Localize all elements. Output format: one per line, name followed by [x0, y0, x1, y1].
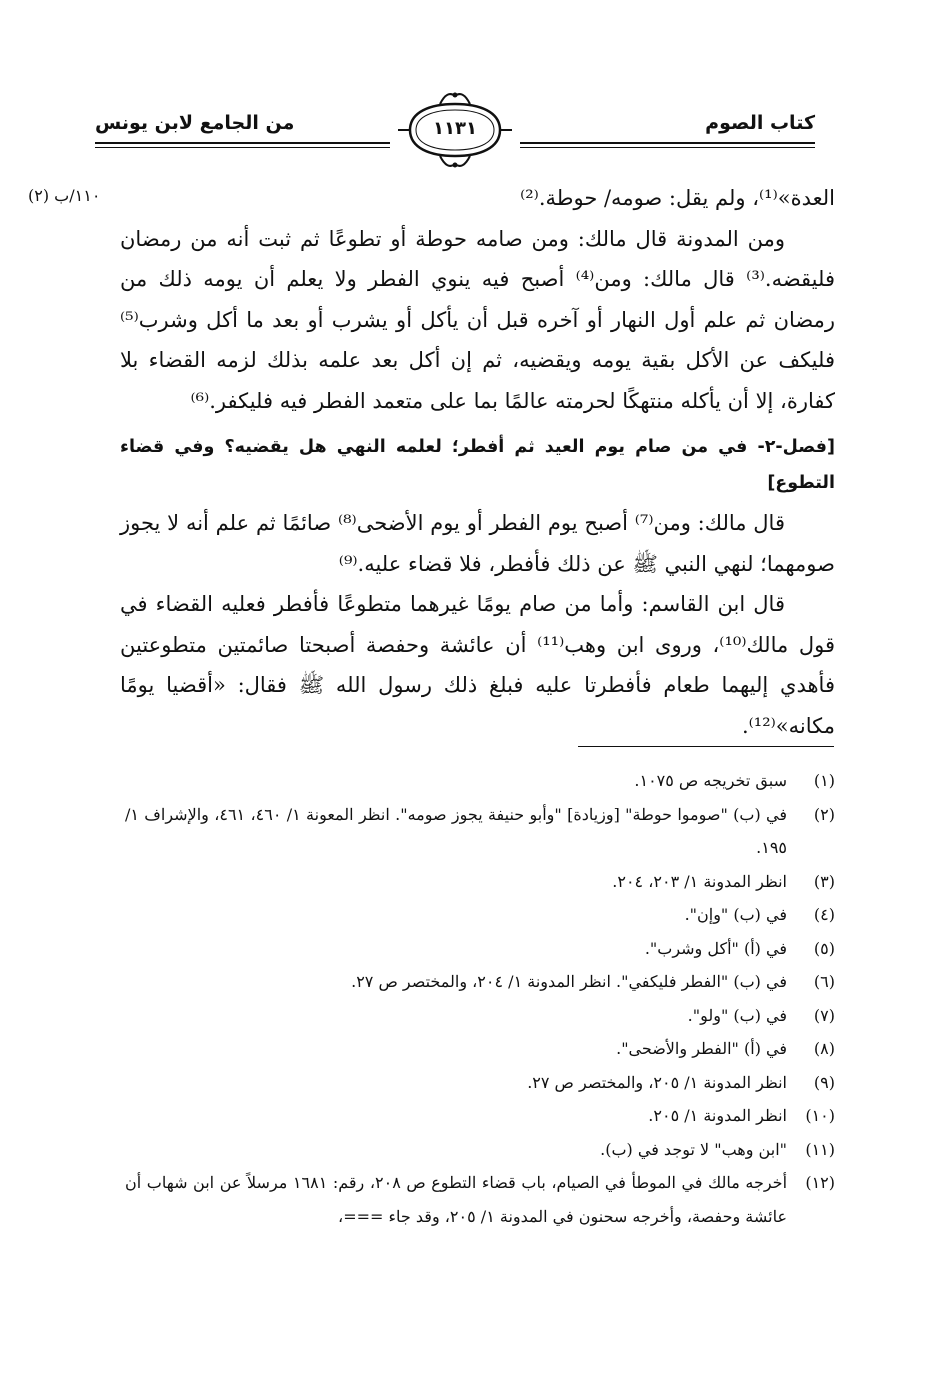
footnote-text: أخرجه مالك في الموطأ في الصيام، باب قضاء التطوع ص ٢٠٨، رقم: ١٦٨١ مرسلاً عن ابن شهاب أن عائشة وحفصة، وأخرجه سحنون في المدونة ١/ ٢٠٥، وقد جاء ===،	[125, 1173, 788, 1226]
main-text	[120, 178, 835, 746]
footnote-number: (٣)	[813, 871, 835, 891]
source-title: من الجامع لابن يونس	[95, 112, 295, 134]
footnote	[125, 898, 835, 932]
footnote-text: في (أ) "الفطر والأضحى".	[616, 1039, 787, 1058]
footnote	[125, 932, 835, 966]
footnote-number: (١)	[813, 771, 835, 790]
footnote-number: (١١)	[805, 1139, 835, 1159]
section-heading: [فصل-٢- في من صام يوم العيد ثم أفطر؛ لعلمه النهي هل يقضيه؟ وفي قضاء التطوع]	[120, 437, 835, 493]
footnote-number: (٧)	[813, 1005, 835, 1025]
footnote-text: في (ب) "الفطر فليكفي". انظر المدونة ١/ ٢٠٤، والمختصر ص ٢٧.	[351, 972, 787, 991]
footnote	[125, 865, 835, 899]
footnotes	[125, 764, 835, 1233]
footnote	[125, 999, 835, 1033]
footnote	[125, 965, 835, 999]
footnote-number: (٩)	[813, 1072, 835, 1092]
footnote-number: (٢)	[813, 804, 835, 824]
footnote-separator	[578, 746, 834, 747]
footnote-text: "ابن وهب" لا توجد في (ب).	[600, 1139, 787, 1159]
footnote-text: انظر المدونة ١/ ٢٠٣، ٢٠٤.	[612, 871, 787, 891]
footnote-number: (٦)	[813, 972, 835, 991]
footnote-number: (٥)	[813, 938, 835, 958]
page-number-ornament	[390, 90, 520, 170]
footnote-text: في (أ) "أكل وشرب".	[644, 938, 787, 958]
footnote	[125, 764, 835, 798]
footnote-text: سبق تخريجه ص ١٠٧٥.	[634, 771, 787, 790]
footnote-text: في (ب) "صوموا حوطة" [وزيادة] "وأبو حنيفة يجوز صومه". انظر المعونة ١/ ٤٦٠، ٤٦١، والإشراف ١/ ١٩٥.	[125, 804, 787, 857]
footnote-text: انظر المدونة ١/ ٢٠٥.	[648, 1106, 787, 1125]
footnote	[125, 1066, 835, 1100]
manuscript-folio-note: ١١٠/ب (٢)	[28, 186, 101, 205]
book-title: كتاب الصوم	[705, 112, 815, 134]
footnote	[125, 798, 835, 865]
paragraph-3: قال مالك: ومن⁽⁷⁾ أصبح يوم الفطر أو يوم الأضحى⁽⁸⁾ صائمًا ثم علم أنه لا يجوز صومهما؛ لنهي النبي ﷺ عن ذلك فأفطر، فلا قضاء عليه.⁽⁹⁾	[120, 511, 835, 576]
footnote-text: انظر المدونة ١/ ٢٠٥، والمختصر ص ٢٧.	[527, 1072, 787, 1092]
footnote-text: في (ب) "وإن".	[684, 905, 787, 924]
footnote-number: (٤)	[813, 905, 835, 924]
paragraph-2: ومن المدونة قال مالك: ومن صامه حوطة أو تطوعًا ثم ثبت أنه من رمضان فليقضه.⁽³⁾ قال مالك: ومن⁽⁴⁾ أصبح فيه ينوي الفطر ولا يعلم أن يومه ذلك من رمضان ثم علم أول النهار أو آخره قبل أن يأكل أو يشرب أو بعد ما أكل وشرب⁽⁵⁾ فليكف عن الأكل بقية يومه ويقضيه، ثم إن أكل بعد علمه بذلك لزمه القضاء بلا كفارة، إلا أن يأكله منتهكًا لحرمته عالمًا بما على متعمد الفطر فيه فليكفر.⁽⁶⁾	[120, 226, 835, 413]
footnote	[125, 1133, 835, 1167]
footnote	[125, 1032, 835, 1066]
page-number: ١١٣١	[433, 118, 477, 139]
page-header	[95, 90, 815, 170]
footnote-number: (١٢)	[805, 1173, 835, 1192]
footnote-text: في (ب) "ولو".	[687, 1005, 787, 1025]
paragraph-4: قال ابن القاسم: وأما من صام يومًا غيرهما متطوعًا فأفطر فعليه القضاء في قول مالك⁽¹⁰⁾، وروى ابن وهب⁽¹¹⁾ أن عائشة وحفصة أصبحتا صائمتين متطوعتين فأهدي إليهما طعام فأفطرتا عليه فبلغ ذلك رسول الله ﷺ فقال: «أقضيا يومًا مكانه»⁽¹²⁾.	[120, 592, 835, 738]
footnote-number: (٨)	[813, 1039, 835, 1058]
paragraph-1: العدة»⁽¹⁾، ولم يقل: صومه/ حوطة.⁽²⁾	[520, 186, 835, 210]
footnote	[125, 1166, 835, 1233]
footnote-number: (١٠)	[805, 1106, 835, 1125]
footnote	[125, 1099, 835, 1133]
